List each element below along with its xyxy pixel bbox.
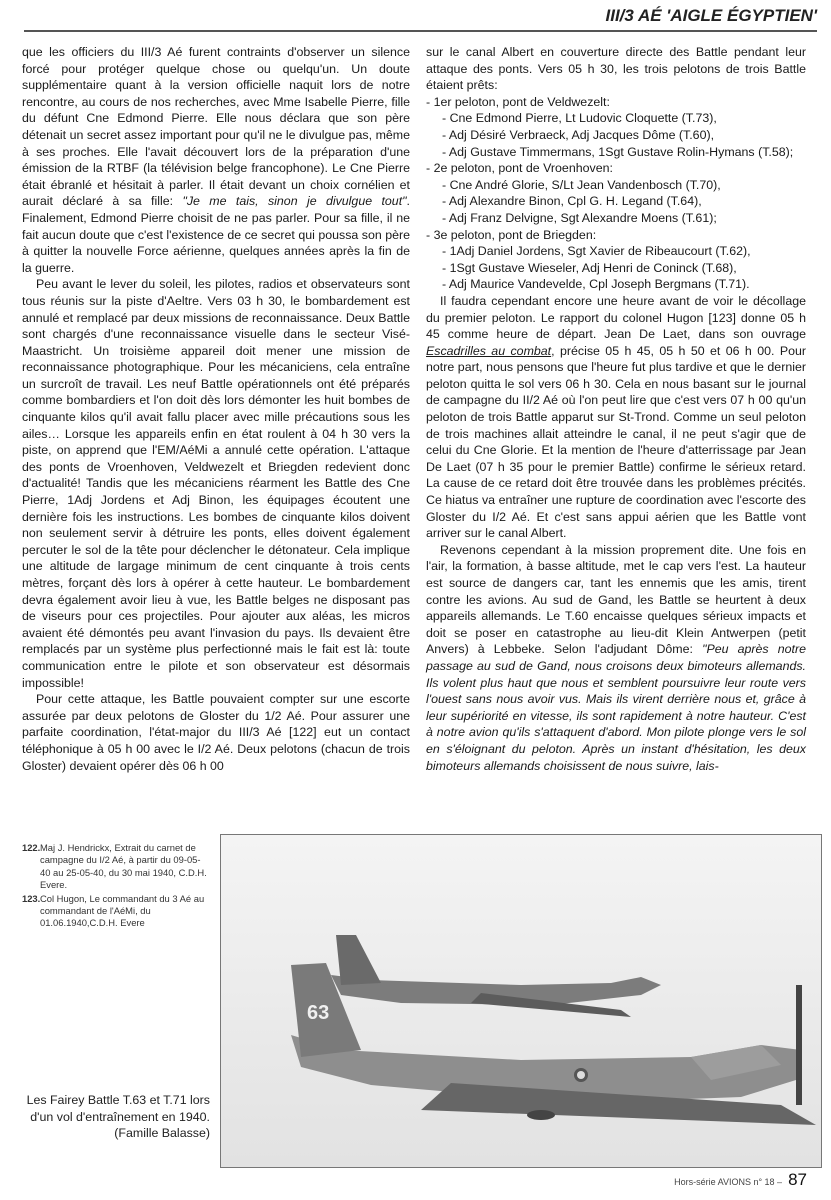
- footnote-number: 123.: [22, 892, 41, 904]
- list-item: - Adj Alexandre Binon, Cpl G. H. Legand (T.64),: [442, 194, 702, 209]
- aircraft-illustration: [221, 835, 821, 1167]
- footnote: [22, 842, 210, 892]
- quote: "Peu après notre passage au sud de Gand, nous croisons deux bimoteurs allemands. Ils volent plus haut que nous et semblent poursuivre leur route vers l'ouest sans nous avoir vus. Mais ils virent derrière nous et, grâce à leur supériorité en vitesse, ils sont rapidement à notre hauteur. C'est à notre avion qu'ils s'attaquent d'abord. Mon pilote plonge vers le sol en s'éloignant du peloton. Après un instant d'hésitation, les deux bimoteurs allemands choisissent de nous suivre, lais-: [426, 642, 806, 773]
- quote: "Je me tais, sinon je divulgue tout": [182, 194, 407, 209]
- text: . Finalement, Edmond Pierre choisit de ne pas parler. Pour sa fille, il ne fait aucun doute que c'est l'existence de ce secret qui poussa son père à quitter la nouvelle Force aérienne, quelques années après la fin de la guerre.: [22, 194, 410, 275]
- paragraph: [22, 44, 410, 276]
- footnote-number: 122.: [22, 842, 41, 853]
- list-item: - Adj Franz Delvigne, Sgt Alexandre Moens (T.61);: [442, 210, 717, 225]
- list-item: - Adj Désiré Verbraeck, Adj Jacques Dôme (T.60),: [442, 127, 715, 142]
- paragraph: Peu avant le lever du soleil, les pilotes, radios et observateurs sont tous réunis sur la piste d'Aeltre. Vers 03 h 30, le bombardement est annulé et remplacé par deux missions de reconnaissance. Deux Battle sont chargés d'une reconnaissance visuelle dans le secteur Visé-Maastricht. Un troisième appareil doit mener une mission de reconnaissance photographique. Pour les mécaniciens, cela entraîne un surcroît de travail. Les neuf Battle opérationnels ont été préparés comme bombardiers et l'on doit dès lors démonter les huit bombes de cinquante kilos qu'il avait fallu placer avec mille précautions sous les ailes… Lorsque les appareils enfin en état roulent à 04 h 30 vers la piste, on apprend que l'EM/AéMi a annulé cette opération. L'attaque des ponts de Vroenhoven, Veldwezelt et Briegden redevient donc d'actualité! Tandis que les mécaniciens réarment les Battle des Cne Pierre, 1Adj Jordens et Adj Binon, les équipages écoutent une dernière fois les instructions. Les bombes de cinquante kilos doivent non seulement servir à détruire les ponts, elles doivent également percuter le sol de la tête pour déclencher le détonateur. Cela implique une altitude de largage minimum de cent cinquante à trois cents mètres, forçant dès lors à opérer à cette hauteur. Le bombardement devra également avoir lieu à vue, les Battle belges ne disposant pas de viseurs pour ces projectiles. Pour ajouter aux aléas, les micros avaient été démontés peu avant l'invasion du pays. Ils devaient être remplacés par un système plus perfectionné mais le fait est là: toute communication entre le pilote et son observateur est désormais impossible!: [22, 277, 410, 690]
- list-item: - 1Sgt Gustave Wieseler, Adj Henri de Coninck (T.68),: [442, 260, 737, 275]
- peloton-list: [426, 94, 806, 293]
- text: Il faudra cependant encore une heure avant de voir le décollage du premier peloton. Le rapport du colonel Hugon [123] donne 05 h 45 comme heure de départ. Jean De Laet, dans son ouvrage: [426, 293, 806, 342]
- left-column: [22, 44, 410, 774]
- list-item: - Cne André Glorie, S/Lt Jean Vandenbosch (T.70),: [442, 177, 721, 192]
- list-item: - Adj Gustave Timmermans, 1Sgt Gustave Rolin-Hymans (T.58);: [442, 144, 794, 159]
- aircraft-marking: 63: [307, 1002, 330, 1024]
- publication-name: Hors-série AVIONS n° 18 –: [674, 1177, 783, 1187]
- peloton-heading: - 1er peloton, pont de Veldwezelt:: [426, 94, 610, 109]
- list-item: - 1Adj Daniel Jordens, Sgt Xavier de Ribeaucourt (T.62),: [442, 244, 751, 259]
- list-item: - Cne Edmond Pierre, Lt Ludovic Cloquette (T.73),: [442, 111, 717, 126]
- right-column: [426, 44, 806, 774]
- book-title: Escadrilles au combat: [426, 343, 552, 358]
- running-header: III/3 AÉ 'AIGLE ÉGYPTIEN': [605, 6, 817, 25]
- footnote: [22, 893, 210, 930]
- peloton-heading: - 2e peloton, pont de Vroenhoven:: [426, 161, 613, 176]
- header-rule: [24, 30, 817, 32]
- paragraph: [426, 542, 806, 774]
- paragraph: sur le canal Albert en couverture directe des Battle pendant leur attaque des ponts. Vers 05 h 30, les trois pelotons de trois Battle étaient prêts:: [426, 45, 806, 93]
- peloton-heading: - 3e peloton, pont de Briegden:: [426, 227, 597, 242]
- page-footer: [674, 1170, 807, 1190]
- paragraph: Pour cette attaque, les Battle pouvaient compter sur une escorte assurée par deux pelotons de Gloster du 1/2 Aé. Pour assurer une parfaite coordination, l'état-major du III/3 Aé [122] eut un contact téléphonique à 05 h 00 avec le I/2 Aé. Deux pelotons (chacun de trois Gloster) devaient opérer dès 06 h 00: [22, 692, 410, 773]
- footnote-text: Col Hugon, Le commandant du 3 Aé au commandant de l'AéMi, du 01.06.1940,C.D.H. Evere: [40, 892, 205, 929]
- page-number: 87: [788, 1170, 807, 1189]
- footnote-text: Maj J. Hendrickx, Extrait du carnet de campagne du I/2 Aé, à partir du 09-05-40 au 25-05-40, du 30 mai 1940, C.D.H. Evere.: [40, 842, 207, 891]
- aircraft-photo: [220, 834, 822, 1168]
- paragraph: [426, 293, 806, 542]
- footnotes: [22, 842, 210, 931]
- photo-caption: Les Fairey Battle T.63 et T.71 lors d'un vol d'entraînement en 1940. (Famille Balasse): [26, 1093, 210, 1140]
- text: Revenons cependant à la mission proprement dite. Une fois en l'air, la formation, à basse altitude, met le cap vers l'est. La hauteur est source de dangers car, tant les ennemis que les amis, tirent contre les avions. Au sud de Gand, les Battle se heurtent à deux appareils allemands. Le T.60 encaisse quelques sérieux impacts et doit se poser en catastrophe au lieu-dit Klein Antwerpen (petit Anvers) à Lebbeke. Selon l'adjudant Dôme:: [426, 542, 806, 657]
- list-item: - Adj Maurice Vandevelde, Cpl Joseph Bergmans (T.71).: [442, 277, 750, 292]
- text: , précise 05 h 45, 05 h 50 et 06 h 00. Pour notre part, nous pensons que l'heure fut plus tardive et que le dernier peloton quitta le sol vers 06 h 30. Cela en nous basant sur le journal de campagne du II/2 Aé où l'on peut lire que c'est vers 07 h 00 qu'un peloton de trois Battle apparut sur St-Trond. Comme un seul peloton de trois machines allait atteindre le canal, il ne peut s'agir que de celui du Cne Glorie. Et la mention de l'heure d'atterrissage par Jean De Laet (07 h 35 pour le premier Battle) confirme le sérieux retard. La cause de ce retard doit être trouvée dans les problèmes précités. Ce hiatus va entraîner une rupture de coordination avec l'escorte des Gloster du I/2 Aé. Et c'est sans appui aérien que les Battle vont arriver sur le canal Albert.: [426, 343, 806, 541]
- text: que les officiers du III/3 Aé furent contraints d'observer un silence forcé pour protéger quelque chose ou quelqu'un. Un doute supplémentaire quant à la version officielle naquit lors de notre rencontre, au cours de nos recherches, avec Mme Isabelle Pierre, fille du défunt Cne Edmond Pierre. Elle nous déclara que son père détenait un secret assez important pour qu'il ne le divulgue pas, même à ses proches. Elle l'avait découvert lors de la préparation d'une émission de la RTBF (la télévision belge francophone). Le Cne Pierre était ébranlé et hésitait à parler. Il était devant un choix cornélien et aurait déclaré à sa fille:: [22, 45, 410, 209]
